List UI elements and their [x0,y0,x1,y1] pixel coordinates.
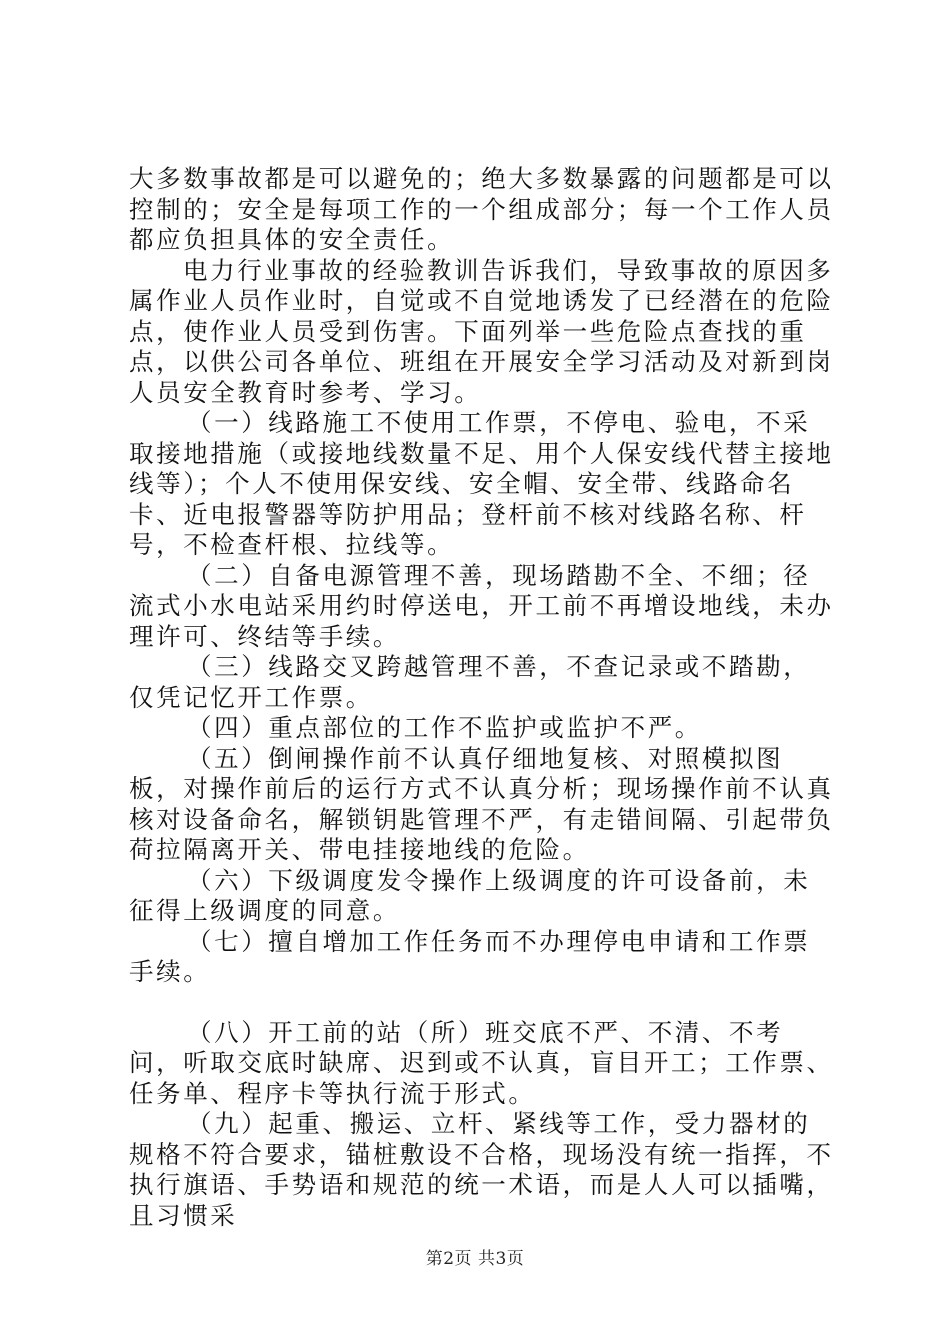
list-item-2: （二）自备电源管理不善，现场踏勘不全、不细；径流式小水电站采用约时停送电，开工前不再增设地线，未办理许可、终结等手续。 [129,560,834,651]
list-item-6: （六）下级调度发令操作上级调度的许可设备前，未征得上级调度的同意。 [129,865,811,925]
list-item-8: （八）开工前的站（所）班交底不严、不清、不考问，听取交底时缺席、迟到或不认真，盲目开工；工作票、任务单、程序卡等执行流于形式。 [129,1017,834,1108]
list-item-5: （五）倒闸操作前不认真仔细地复核、对照模拟图板，对操作前后的运行方式不认真分析；现场操作前不认真核对设备命名，解锁钥匙管理不严，有走错间隔、引起带负荷拉隔离开关、带电挂接地线的危险。 [129,743,834,864]
document-body [129,164,835,1231]
paragraph-intro: 电力行业事故的经验教训告诉我们，导致事故的原因多属作业人员作业时，自觉或不自觉地诱发了已经潜在的危险点，使作业人员受到伤害。下面列举一些危险点查找的重点，以供公司各单位、班组在开展安全学习活动及对新到岗人员安全教育时参考、学习。 [129,255,834,407]
list-item-7: （七）擅自增加工作任务而不办理停电申请和工作票手续。 [129,926,811,986]
paragraph-continuation: 大多数事故都是可以避免的；绝大多数暴露的问题都是可以控制的；安全是每项工作的一个组成部分；每一个工作人员都应负担具体的安全责任。 [129,164,834,254]
list-item-3: （三）线路交叉跨越管理不善，不查记录或不踏勘，仅凭记忆开工作票。 [129,652,811,712]
list-item-9: （九）起重、搬运、立杆、紧线等工作，受力器材的规格不符合要求，锚桩敷设不合格，现场没有统一指挥，不执行旗语、手势语和规范的统一术语，而是人人可以插嘴，且习惯采 [129,1109,834,1230]
page-footer: 第2页 共3页 [425,1249,525,1269]
list-item-1: （一）线路施工不使用工作票，不停电、验电，不采取接地措施（或接地线数量不足、用个人保安线代替主接地线等）；个人不使用保安线、安全帽、安全带、线路命名卡、近电报警器等防护用品；登杆前不核对线路名称、杆号，不检查杆根、拉线等。 [129,408,834,559]
list-item-4: （四）重点部位的工作不监护或监护不严。 [187,713,702,742]
